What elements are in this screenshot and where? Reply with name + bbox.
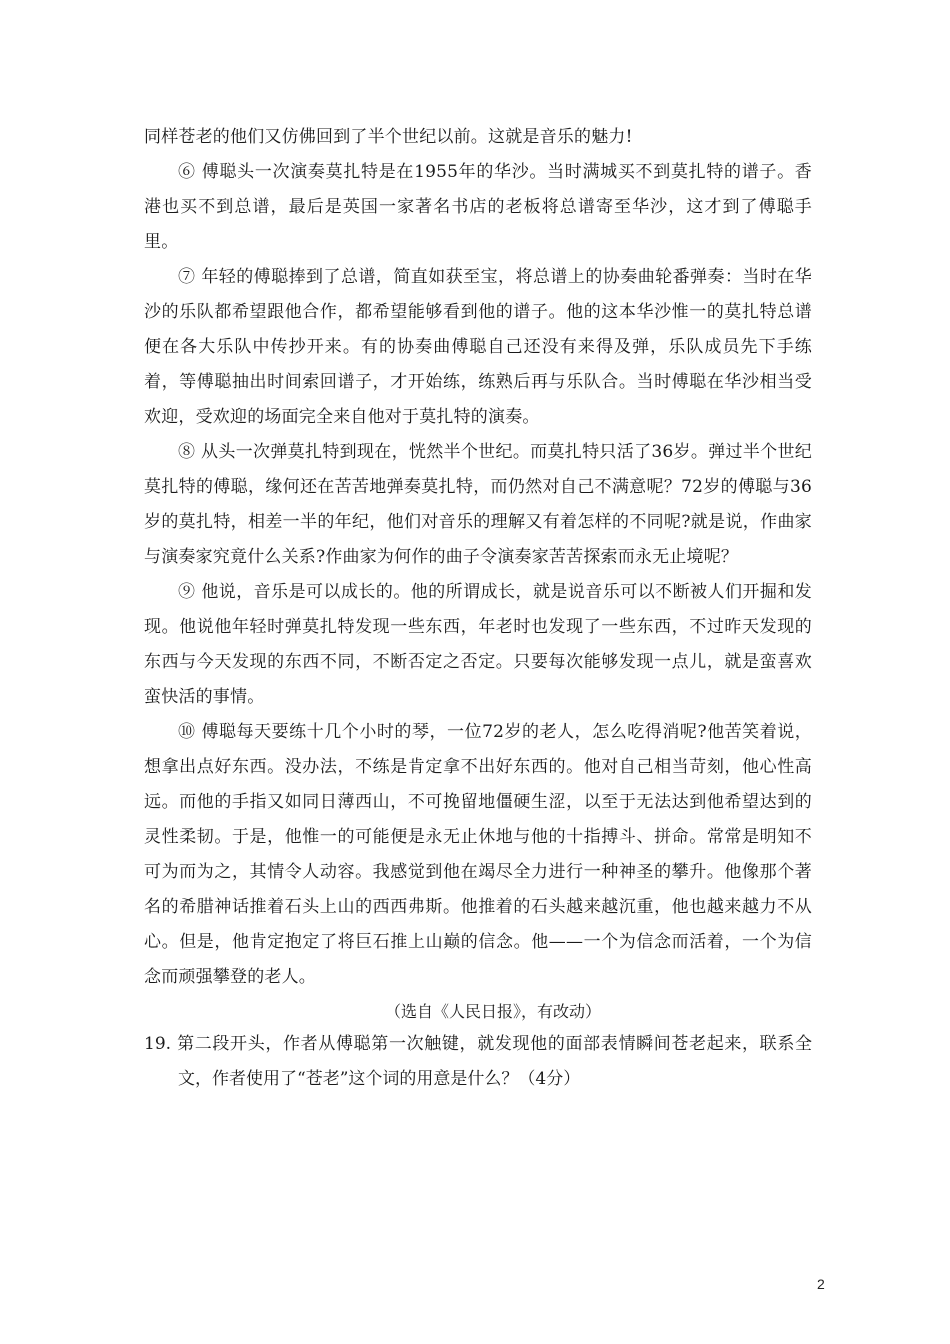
source-citation: （选自《人民日报》，有改动）: [384, 1002, 601, 1021]
question-19: 19. 第二段开头，作者从傅聪第一次触键，就发现他的面部表情瞬间苍老起来，联系全文，作者使用了“苍老”这个词的用意是什么？（4分）: [144, 1034, 812, 1089]
paragraph-6: ⑥ 傅聪头一次演奏莫扎特是在1955年的华沙。当时满城买不到莫扎特的谱子。香港也买不到总谱，最后是英国一家著名书店的老板将总谱寄至华沙，这才到了傅聪手里。: [144, 162, 812, 252]
paragraph-continued: 同样苍老的他们又仿佛回到了半个世纪以前。这就是音乐的魅力!: [144, 127, 633, 147]
document-body: [144, 120, 812, 1097]
paragraph-8: ⑧ 从头一次弹莫扎特到现在，恍然半个世纪。而莫扎特只活了36岁。弹过半个世纪莫扎特的傅聪，缘何还在苦苦地弹奏莫扎特，而仍然对自己不满意呢？72岁的傅聪与36岁的莫扎特，相差一半的年纪，他们对音乐的理解又有着怎样的不同呢?就是说，作曲家与演奏家究竟什么关系?作曲家为何作的曲子令演奏家苦苦探索而永无止境呢？: [144, 442, 812, 567]
paragraph-7: ⑦ 年轻的傅聪捧到了总谱，简直如获至宝，将总谱上的协奏曲轮番弹奏：当时在华沙的乐队都希望跟他合作，都希望能够看到他的谱子。他的这本华沙惟一的莫扎特总谱便在各大乐队中传抄开来。有的协奏曲傅聪自己还没有来得及弹，乐队成员先下手练着，等傅聪抽出时间索回谱子，才开始练，练熟后再与乐队合。当时傅聪在华沙相当受欢迎，受欢迎的场面完全来自他对于莫扎特的演奏。: [144, 267, 812, 427]
paragraph-9: ⑨ 他说，音乐是可以成长的。他的所谓成长，就是说音乐可以不断被人们开掘和发现。他说他年轻时弹莫扎特发现一些东西，年老时也发现了一些东西，不过昨天发现的东西与今天发现的东西不同，不断否定之否定。只要每次能够发现一点儿，就是蛮喜欢蛮快活的事情。: [144, 582, 812, 707]
page-number: 2: [817, 1276, 825, 1292]
paragraph-10: ⑩ 傅聪每天要练十几个小时的琴，一位72岁的老人，怎么吃得消呢?他苦笑着说，想拿出点好东西。没办法，不练是肯定拿不出好东西的。他对自己相当苛刻，他心性高远。而他的手指又如同日薄西山，不可挽留地僵硬生涩，以至于无法达到他希望达到的灵性柔韧。于是，他惟一的可能便是永无止休地与他的十指搏斗、拼命。常常是明知不可为而为之，其情令人动容。我感觉到他在竭尽全力进行一种神圣的攀升。他像那个著名的希腊神话推着石头上山的西西弗斯。他推着的石头越来越沉重，他也越来越力不从心。但是，他肯定抱定了将巨石推上山巅的信念。他——一个为信念而活着，一个为信念而顽强攀登的老人。: [144, 722, 812, 987]
